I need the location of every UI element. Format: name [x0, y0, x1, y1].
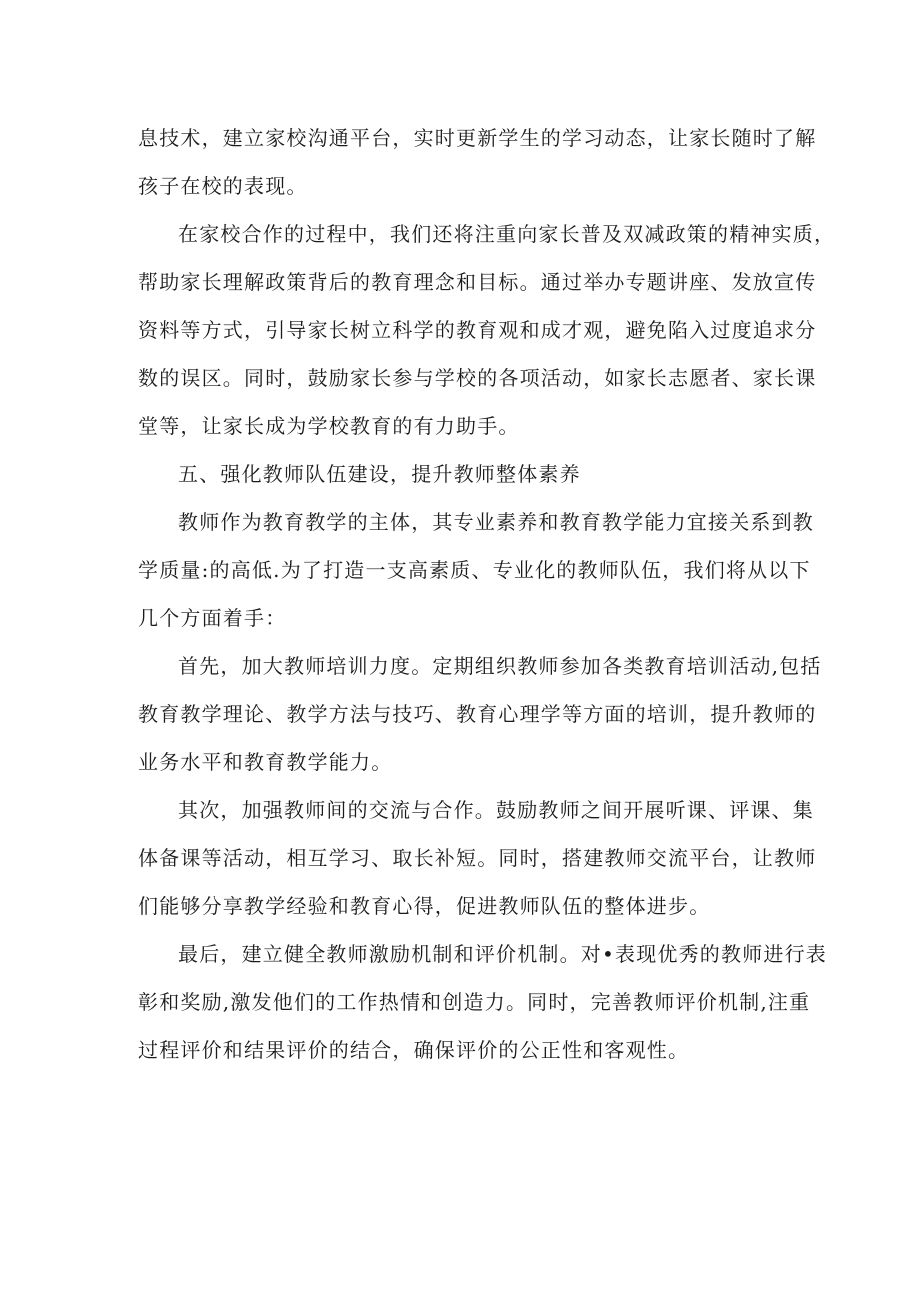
paragraph-finally-incentives: [138, 930, 827, 1074]
text-line: 学质量:的高低.为了打造一支高素质、专业化的教师队伍，我们将从以下: [138, 558, 811, 582]
text-line: 堂等，让家长成为学校教育的有力助手。: [138, 414, 520, 438]
text-line: 过程评价和结果评价的结合，确保评价的公正性和客观性。: [138, 1038, 690, 1062]
text-line: 最后，建立健全教师激励机制和评价机制。对•表现优秀的教师进行表: [178, 942, 827, 966]
text-line: 数的误区。同时，鼓励家长参与学校的各项活动，如家长志愿者、家长课: [138, 366, 817, 390]
paragraph-continued: [138, 114, 817, 210]
paragraph-second-exchange: [138, 786, 817, 930]
text-line: 教育教学理论、教学方法与技巧、教育心理学等方面的培训，提升教师的: [138, 702, 817, 726]
text-line: 孩子在校的表现。: [138, 174, 308, 198]
text-line: 在家校合作的过程中，我们还将注重向家长普及双减政策的精神实质，: [178, 222, 836, 246]
text-line: 首先，加大教师培训力度。定期组织教师参加各类教育培训活动,包括: [178, 654, 822, 678]
text-line: 彰和奖励,激发他们的工作热情和创造力。同时，完善教师评价机制,注重: [138, 990, 811, 1014]
text-line: 业务水平和教育教学能力。: [138, 750, 393, 774]
text-line: 其次，加强教师间的交流与合作。鼓励教师之间开展听课、评课、集: [178, 798, 814, 822]
text-line: 教师作为教育教学的主体，其专业素养和教育教学能力宜接关系到教: [178, 510, 814, 534]
text-line: 息技术，建立家校沟通平台，实时更新学生的学习动态，让家长随时了解: [138, 126, 817, 150]
section-heading: [138, 450, 788, 498]
text-line: 几个方面着手：: [138, 606, 287, 630]
paragraph-home-school-cooperation: [138, 210, 836, 450]
text-line: 帮助家长理解政策背后的教育理念和目标。通过举办专题讲座、发放宣传: [138, 270, 817, 294]
paragraph-first-training: [138, 642, 822, 786]
text-line: 资料等方式，引导家长树立科学的教育观和成才观，避免陷入过度追求分: [138, 318, 817, 342]
text-line: 们能够分享教学经验和教育心得，促进教师队伍的整体进步。: [138, 894, 711, 918]
document-body: [138, 114, 836, 1074]
section-heading-text: 五、强化教师队伍建设，提升教师整体素养: [178, 462, 581, 486]
paragraph-teacher-intro: [138, 498, 814, 642]
text-line: 体备课等活动，相互学习、取长补短。同时，搭建教师交流平台，让教师: [138, 846, 817, 870]
